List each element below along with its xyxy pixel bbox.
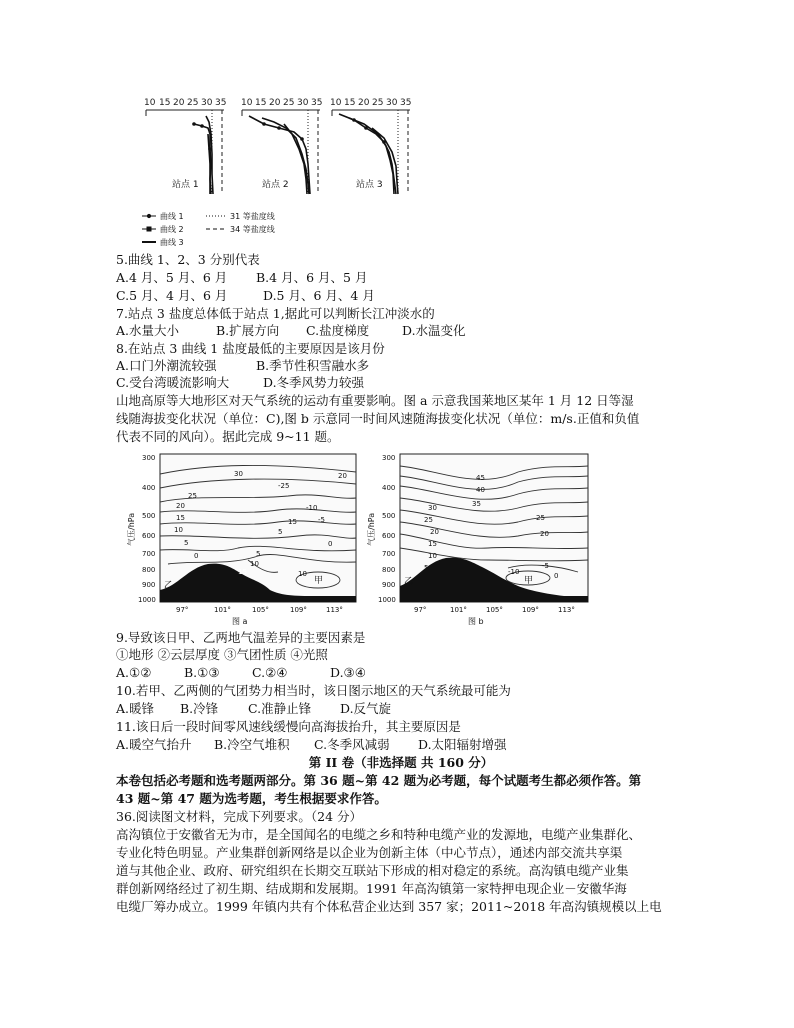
- legend-curve3: 曲线 3: [160, 238, 184, 247]
- caption-a: 图 a: [232, 617, 248, 626]
- location-jia-b: 甲: [524, 576, 534, 586]
- svg-text:35: 35: [472, 500, 481, 508]
- svg-text:25: 25: [372, 98, 384, 108]
- svg-text:45: 45: [476, 474, 485, 482]
- q9-option-d: D.③④: [330, 665, 366, 680]
- svg-text:-10: -10: [306, 504, 318, 512]
- svg-text:113°: 113°: [326, 606, 343, 614]
- svg-text:109°: 109°: [522, 606, 539, 614]
- svg-text:900: 900: [382, 581, 396, 589]
- svg-text:20: 20: [540, 530, 549, 538]
- svg-text:-5: -5: [318, 516, 325, 524]
- svg-text:105°: 105°: [252, 606, 269, 614]
- svg-text:300: 300: [142, 454, 156, 462]
- svg-text:20: 20: [269, 98, 281, 108]
- svg-text:30: 30: [234, 470, 243, 478]
- svg-text:600: 600: [142, 532, 156, 540]
- y-axis-label-a: 气压/hPa: [127, 512, 136, 546]
- q9-option-c: C.②④: [252, 665, 288, 680]
- legend-iso34: 34 等盐度线: [230, 225, 275, 234]
- q36-line-1: 高沟镇位于安徽省无为市，是全国闻名的电缆之乡和特种电缆产业的发源地，电缆产业集群化、: [116, 827, 642, 842]
- svg-text:10: 10: [241, 98, 253, 108]
- q9-statements: ①地形 ②云层厚度 ③气团性质 ④光照: [116, 647, 328, 662]
- svg-text:10: 10: [250, 560, 259, 568]
- q10-option-b: B.冷锋: [180, 701, 219, 716]
- svg-text:800: 800: [142, 566, 156, 574]
- q5-option-d: D.5 月、6 月、4 月: [263, 288, 375, 303]
- q11-option-b: B.冷空气堆积: [214, 737, 290, 752]
- svg-text:97°: 97°: [414, 606, 427, 614]
- svg-text:0: 0: [328, 540, 333, 548]
- svg-text:10: 10: [428, 552, 437, 560]
- station-1-label: 站点 1: [172, 180, 199, 190]
- svg-text:30: 30: [386, 98, 398, 108]
- q36-line-5: 电缆厂筹办成立。1999 年镇内共有个体私营企业达到 357 家；2011~2018 年高沟镇规模以上电: [116, 899, 662, 914]
- station-3-label: 站点 3: [356, 180, 383, 190]
- svg-text:15: 15: [159, 98, 171, 108]
- svg-text:35: 35: [311, 98, 323, 108]
- svg-text:35: 35: [400, 98, 412, 108]
- svg-text:1000: 1000: [378, 596, 396, 604]
- location-yi-b: 乙: [404, 577, 414, 587]
- q36-line-3: 道与其他企业、政府、研究组织在长期交互联站下形成的相对稳定的系统。高沟镇电缆产业集: [116, 863, 629, 878]
- legend-iso31: 31 等盐度线: [230, 212, 275, 221]
- svg-text:10: 10: [144, 98, 156, 108]
- svg-text:20: 20: [173, 98, 185, 108]
- q10-option-d: D.反气旋: [340, 701, 392, 716]
- q7-option-d: D.水温变化: [402, 323, 466, 338]
- q7-option-b: B.扩展方向: [216, 323, 280, 338]
- q10-stem: 10.若甲、乙两侧的气团势力相当时，该日图示地区的天气系统最可能为: [116, 683, 511, 698]
- section-2-instr-1: 本卷包括必考题和选考题两部分。第 36 题~第 42 题为必考题，每个试题考生都必须作答。第: [116, 773, 642, 788]
- svg-text:25: 25: [283, 98, 295, 108]
- svg-text:300: 300: [382, 454, 396, 462]
- q11-stem: 11.该日后一段时间零风速线缓慢向高海拔抬升，其主要原因是: [116, 719, 461, 734]
- svg-text:101°: 101°: [450, 606, 467, 614]
- svg-text:0: 0: [194, 552, 199, 560]
- svg-text:700: 700: [142, 550, 156, 558]
- figure-b: [368, 450, 598, 628]
- svg-text:15: 15: [288, 518, 297, 526]
- svg-text:5: 5: [184, 539, 189, 547]
- svg-text:15: 15: [428, 540, 437, 548]
- q8-option-a: A.口门外潮流较强: [116, 358, 217, 373]
- figure-a: [128, 450, 368, 628]
- svg-text:900: 900: [142, 581, 156, 589]
- q7-stem: 7.站点 3 盐度总体低于站点 1,据此可以判断长江冲淡水的: [116, 306, 435, 321]
- svg-text:0: 0: [554, 572, 559, 580]
- legend-curve1: 曲线 1: [160, 212, 184, 221]
- q9-option-b: B.①③: [184, 665, 220, 680]
- svg-text:105°: 105°: [486, 606, 503, 614]
- q8-option-d: D.冬季风势力较强: [263, 375, 365, 390]
- svg-text:800: 800: [382, 566, 396, 574]
- svg-text:5: 5: [424, 564, 429, 572]
- q5-stem: 5.曲线 1、2、3 分别代表: [116, 252, 260, 267]
- svg-text:600: 600: [382, 532, 396, 540]
- caption-b: 图 b: [468, 617, 484, 626]
- svg-text:30: 30: [428, 504, 437, 512]
- svg-text:400: 400: [142, 484, 156, 492]
- svg-text:1000: 1000: [138, 596, 156, 604]
- svg-text:25: 25: [188, 492, 197, 500]
- svg-text:20: 20: [430, 528, 439, 536]
- svg-text:-5: -5: [542, 562, 549, 570]
- svg-text:15: 15: [344, 98, 356, 108]
- q5-option-b: B.4 月、6 月、5 月: [256, 270, 368, 285]
- svg-text:15: 15: [238, 568, 247, 576]
- svg-text:5: 5: [278, 528, 283, 536]
- q10-option-c: C.准静止锋: [248, 701, 312, 716]
- intro-line-3: 代表不同的风向）。据此完成 9~11 题。: [116, 429, 340, 444]
- y-axis-label-b: 气压/hPa: [367, 512, 376, 546]
- svg-text:97°: 97°: [176, 606, 189, 614]
- location-yi-a: 乙: [164, 581, 174, 591]
- q36-line-4: 群创新网络经过了初生期、结成期和发展期。1991 年高沟镇第一家特押电现企业－安徽华海: [116, 881, 627, 896]
- q36-stem: 36.阅读图文材料，完成下列要求。（24 分）: [116, 809, 363, 824]
- svg-text:10: 10: [298, 570, 307, 578]
- section-2-instr-2: 43 题~第 47 题为选考题，考生根据要求作答。: [116, 791, 387, 806]
- svg-text:20: 20: [358, 98, 370, 108]
- q9-stem: 9.导致该日甲、乙两地气温差异的主要因素是: [116, 630, 366, 645]
- location-jia-a: 甲: [314, 576, 324, 586]
- svg-text:40: 40: [476, 486, 485, 494]
- q8-stem: 8.在站点 3 曲线 1 盐度最低的主要原因是该月份: [116, 341, 385, 356]
- svg-text:101°: 101°: [214, 606, 231, 614]
- q36-line-2: 专业化特色明显。产业集群创新网络是以企业为创新主体（中心节点），通述内部交流共享渠: [116, 845, 623, 860]
- svg-text:25: 25: [187, 98, 199, 108]
- svg-text:15: 15: [176, 514, 185, 522]
- svg-text:30: 30: [201, 98, 213, 108]
- q11-option-d: D.太阳辐射增强: [418, 737, 507, 752]
- intro-line-2: 线随海拔变化状况（单位：C),图 b 示意同一时间风速随海拔变化状况（单位：m/s.正值和负值: [116, 411, 640, 426]
- svg-text:400: 400: [382, 484, 396, 492]
- salinity-profile-figure: [134, 94, 434, 246]
- q7-option-c: C.盐度梯度: [306, 323, 370, 338]
- q10-option-a: A.暖锋: [116, 701, 155, 716]
- svg-text:25: 25: [424, 516, 433, 524]
- svg-text:5: 5: [256, 550, 261, 558]
- q11-option-c: C.冬季风减弱: [314, 737, 390, 752]
- svg-text:500: 500: [382, 512, 396, 520]
- q5-option-c: C.5 月、4 月、6 月: [116, 288, 228, 303]
- svg-text:500: 500: [142, 512, 156, 520]
- station-2-label: 站点 2: [262, 180, 289, 190]
- svg-text:-25: -25: [278, 482, 290, 490]
- svg-text:109°: 109°: [290, 606, 307, 614]
- svg-text:15: 15: [255, 98, 267, 108]
- q5-option-a: A.4 月、5 月、6 月: [116, 270, 228, 285]
- svg-text:10: 10: [174, 526, 183, 534]
- q8-option-b: B.季节性积雪融水多: [256, 358, 370, 373]
- svg-text:113°: 113°: [558, 606, 575, 614]
- intro-line-1: 山地高原等大地形区对天气系统的运动有重要影响。图 a 示意我国莱地区某年 1 月 12 日等湿: [116, 393, 634, 408]
- svg-text:-10: -10: [508, 568, 520, 576]
- svg-text:20: 20: [338, 472, 347, 480]
- q11-option-a: A.暖空气抬升: [116, 737, 192, 752]
- section-2-title: 第 II 卷（非选择题 共 160 分）: [308, 755, 494, 770]
- svg-text:30: 30: [297, 98, 309, 108]
- svg-text:700: 700: [382, 550, 396, 558]
- q8-option-c: C.受台湾暖流影响大: [116, 375, 230, 390]
- legend-curve2: 曲线 2: [160, 225, 184, 234]
- svg-text:35: 35: [215, 98, 227, 108]
- svg-text:10: 10: [330, 98, 342, 108]
- svg-text:25: 25: [536, 514, 545, 522]
- q7-option-a: A.水量大小: [116, 323, 180, 338]
- q9-option-a: A.①②: [116, 665, 152, 680]
- svg-text:20: 20: [176, 502, 185, 510]
